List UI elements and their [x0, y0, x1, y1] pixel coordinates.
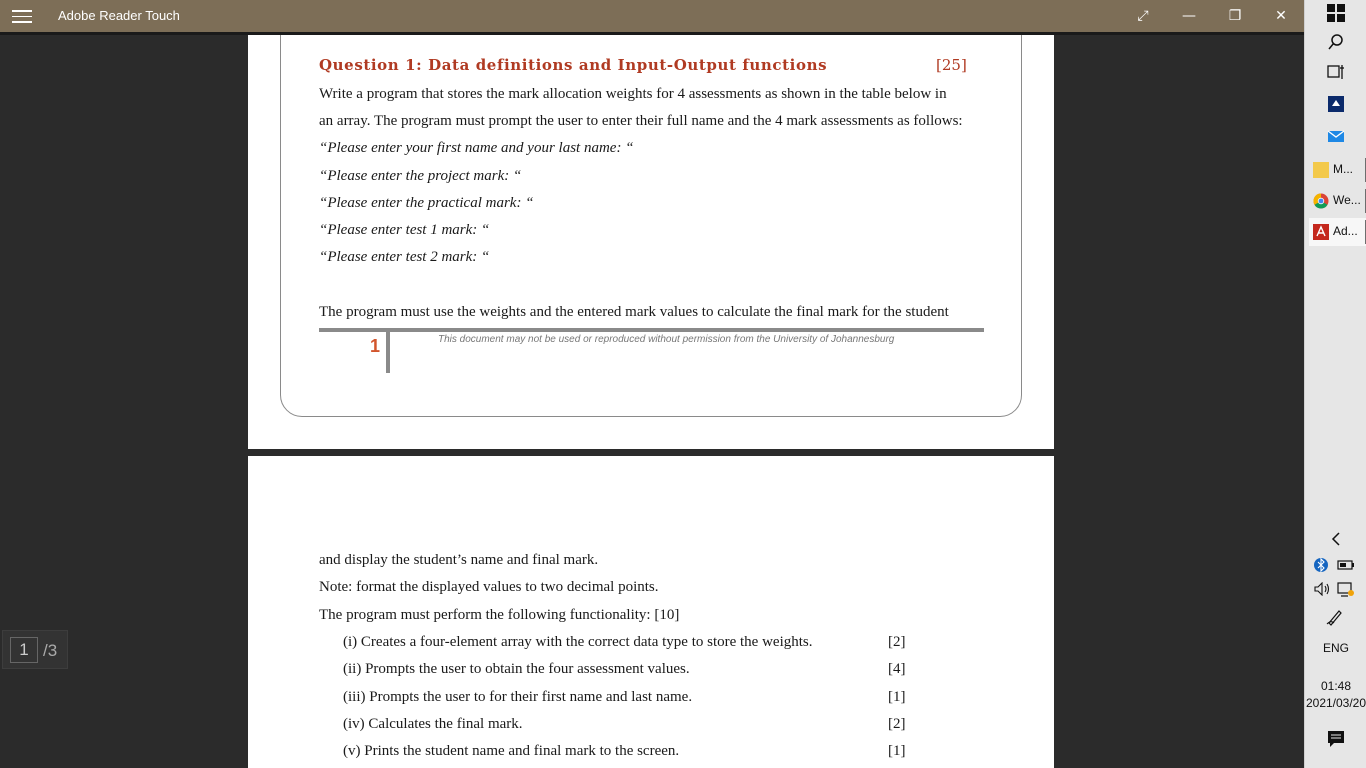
- acrobat-icon: [1313, 224, 1329, 240]
- minimize-button[interactable]: —: [1182, 8, 1196, 24]
- store-pinned-icon[interactable]: [1324, 96, 1348, 120]
- mail-icon[interactable]: [1324, 128, 1348, 152]
- prompt-line: “Please enter test 1 mark: “: [319, 222, 490, 238]
- taskbar: [1304, 0, 1366, 768]
- prompt-line: “Please enter the project mark: “: [319, 168, 522, 184]
- page-indicator[interactable]: [2, 630, 68, 669]
- paragraph-line: Write a program that stores the mark allocation weights for 4 assessments as shown in the table below in: [319, 86, 947, 102]
- close-button[interactable]: ✕: [1275, 8, 1287, 24]
- document-page-2: [248, 456, 1054, 768]
- paragraph-line: an array. The program must prompt the user to enter their full name and the 4 mark assessments as follows:: [319, 113, 963, 129]
- battery-icon[interactable]: [1337, 558, 1355, 575]
- action-center-icon[interactable]: [1327, 730, 1345, 751]
- current-page-input[interactable]: 1: [10, 637, 38, 663]
- fullscreen-button[interactable]: ⤢: [1137, 8, 1149, 24]
- taskbar-app-label: M...: [1333, 162, 1353, 176]
- task-item-mark: [2]: [888, 716, 906, 732]
- prompt-line: “Please enter your first name and your last name: “: [319, 140, 634, 156]
- task-item-mark: [2]: [888, 634, 906, 650]
- prompt-line: “Please enter test 2 mark: “: [319, 249, 490, 265]
- input-language[interactable]: ENG: [1322, 641, 1349, 655]
- paragraph-line: Note: format the displayed values to two decimal points.: [319, 579, 659, 595]
- task-item: (iii) Prompts the user to for their first name and last name.: [343, 689, 693, 705]
- document-page-1: [248, 35, 1054, 449]
- paragraph-line: The program must use the weights and the entered mark values to calculate the final mark for the student: [319, 304, 949, 320]
- clock-date[interactable]: 2021/03/20: [1305, 696, 1366, 710]
- paragraph-line: and display the student’s name and final mark.: [319, 552, 599, 568]
- clock-time[interactable]: 01:48: [1320, 679, 1352, 693]
- taskbar-app-label: We...: [1333, 193, 1361, 207]
- app-title: Adobe Reader Touch: [58, 8, 180, 23]
- question-title: Question 1: Data definitions and Input-Output functions: [319, 56, 828, 74]
- taskbar-app-chrome[interactable]: [1309, 187, 1366, 215]
- hamburger-menu-icon[interactable]: [10, 6, 34, 26]
- show-hidden-icons-chevron-icon[interactable]: [1324, 530, 1348, 554]
- paragraph-line: The program must perform the following functionality: [10]: [319, 607, 680, 623]
- restore-button[interactable]: ❐: [1228, 8, 1242, 24]
- task-item-mark: [4]: [888, 661, 906, 677]
- task-item-mark: [1]: [888, 743, 906, 759]
- taskbar-app-acrobat[interactable]: [1309, 218, 1366, 246]
- footer-page-number: 1: [370, 336, 381, 356]
- footer-vertical-divider: [386, 332, 390, 373]
- total-pages: /3: [43, 641, 58, 660]
- taskbar-app-explorer[interactable]: [1309, 156, 1366, 184]
- task-item: (ii) Prompts the user to obtain the four assessment values.: [343, 661, 690, 677]
- windows-start-icon[interactable]: [1324, 4, 1348, 28]
- network-icon[interactable]: [1337, 582, 1355, 601]
- task-item: (i) Creates a four-element array with the correct data type to store the weights.: [343, 634, 813, 650]
- taskbar-app-label: Ad...: [1333, 224, 1358, 238]
- task-item-mark: [1]: [888, 689, 906, 705]
- prompt-line: “Please enter the practical mark: “: [319, 195, 534, 211]
- title-bar: [0, 0, 1304, 32]
- footer-copyright: This document may not be used or reproduced without permission from the University of Johannesburg: [438, 334, 895, 345]
- task-item: (iv) Calculates the final mark.: [343, 716, 523, 732]
- task-item: (v) Prints the student name and final mark to the screen.: [343, 743, 680, 759]
- folder-icon: [1313, 162, 1329, 178]
- question-mark: [25]: [936, 56, 967, 74]
- pen-workspace-icon[interactable]: [1326, 608, 1344, 629]
- chrome-icon: [1313, 193, 1329, 209]
- bluetooth-icon[interactable]: [1314, 557, 1328, 576]
- search-icon[interactable]: [1324, 33, 1348, 57]
- page-separator: [248, 449, 1054, 456]
- footer-divider: [319, 328, 984, 332]
- task-view-icon[interactable]: [1324, 63, 1348, 87]
- volume-icon[interactable]: [1314, 582, 1332, 599]
